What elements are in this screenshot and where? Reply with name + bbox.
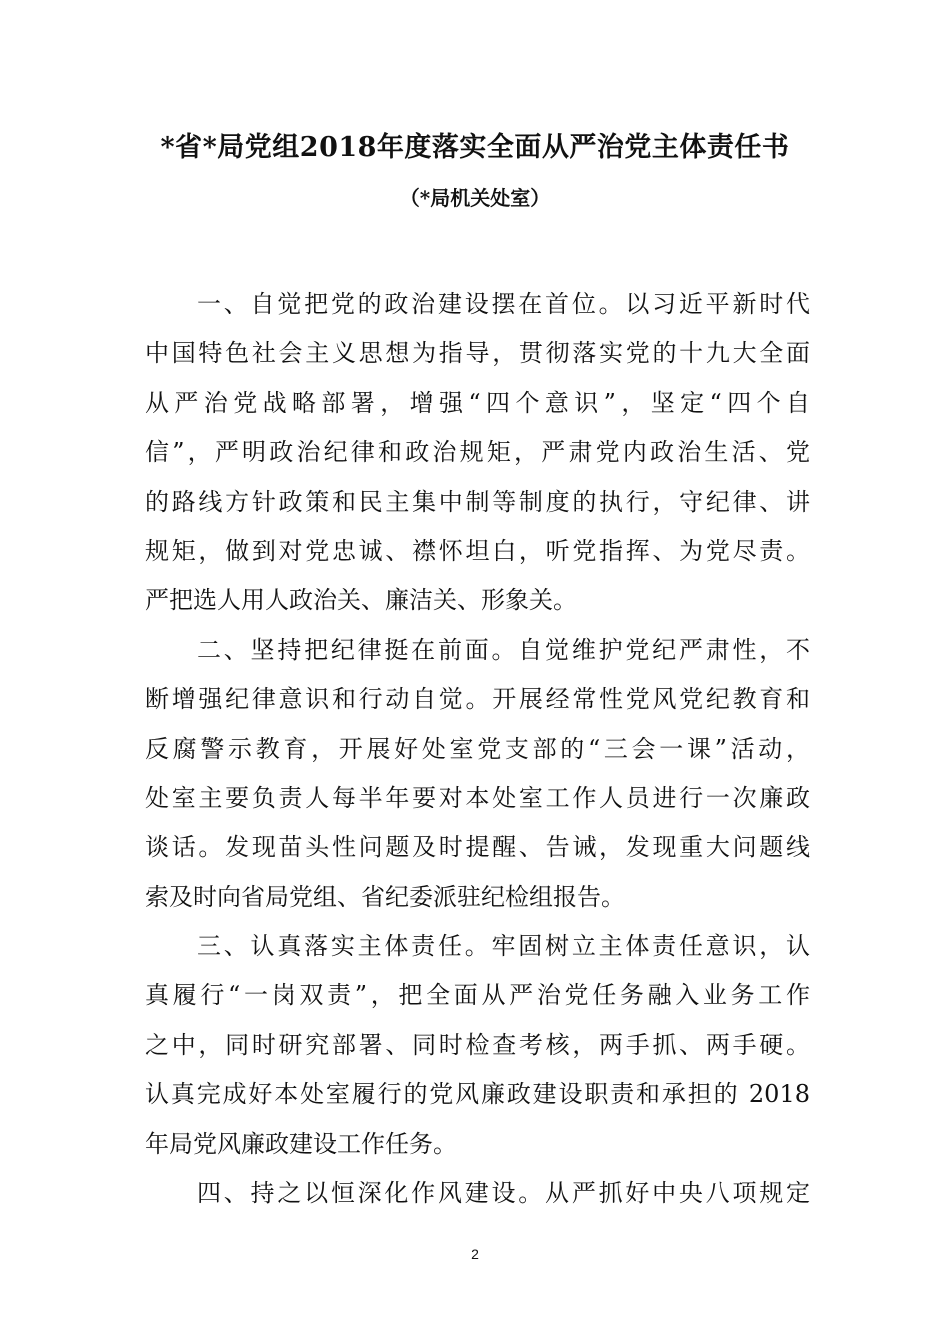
paragraph-1 bbox=[145, 280, 810, 626]
paragraph-line: 二、坚持把纪律挺在前面。自觉维护党纪严肃性，不 bbox=[197, 635, 810, 664]
paragraph-line: 索及时向省局党组、省纪委派驻纪检组报告。 bbox=[145, 882, 625, 911]
paragraph-line: 规矩，做到对党忠诚、襟怀坦白，听党指挥、为党尽责。 bbox=[145, 536, 810, 565]
paragraph-line: 信”，严明政治纪律和政治规矩，严肃党内政治生活、党 bbox=[145, 438, 810, 467]
paragraph-3 bbox=[145, 922, 810, 1169]
paragraph-line: 断增强纪律意识和行动自觉。开展经常性党风党纪教育和 bbox=[145, 685, 810, 714]
paragraph-line: 一、自觉把党的政治建设摆在首位。以习近平新时代 bbox=[197, 290, 810, 318]
paragraph-line: 从严治党战略部署，增强“四个意识”，坚定“四个自 bbox=[145, 388, 810, 417]
paragraph-line: 四、持之以恒深化作风建设。从严抓好中央八项规定 bbox=[197, 1179, 810, 1208]
document-subtitle: （*局机关处室） bbox=[399, 186, 551, 210]
paragraph-2 bbox=[145, 626, 810, 922]
paragraph-line: 反腐警示教育，开展好处室党支部的“三会一课”活动， bbox=[145, 734, 810, 763]
paragraph-line: 中国特色社会主义思想为指导，贯彻落实党的十九大全面 bbox=[145, 339, 810, 368]
paragraph-line: 三、认真落实主体责任。牢固树立主体责任意识，认 bbox=[197, 932, 810, 961]
paragraph-line: 处室主要负责人每半年要对本处室工作人员进行一次廉政 bbox=[145, 783, 810, 812]
paragraph-line: 真履行“一岗双责”，把全面从严治党任务融入业务工作 bbox=[145, 981, 810, 1010]
paragraph-line: 之中，同时研究部署、同时检查考核，两手抓、两手硬。 bbox=[145, 1030, 810, 1059]
paragraph-line: 谈话。发现苗头性问题及时提醒、告诫，发现重大问题线 bbox=[145, 833, 810, 862]
page-number: 2 bbox=[471, 1246, 479, 1262]
paragraph-line: 年局党风廉政建设工作任务。 bbox=[145, 1129, 457, 1158]
paragraph-line: 认真完成好本处室履行的党风廉政建设职责和承担的 2018 bbox=[145, 1080, 810, 1109]
document-title: *省*局党组2018年度落实全面从严治党主体责任书 bbox=[160, 132, 790, 163]
paragraph-line: 严把选人用人政治关、廉洁关、形象关。 bbox=[145, 586, 577, 615]
document-body bbox=[145, 280, 810, 1218]
paragraph-line: 的路线方针政策和民主集中制等制度的执行，守纪律、讲 bbox=[145, 487, 810, 516]
paragraph-4 bbox=[145, 1169, 810, 1218]
